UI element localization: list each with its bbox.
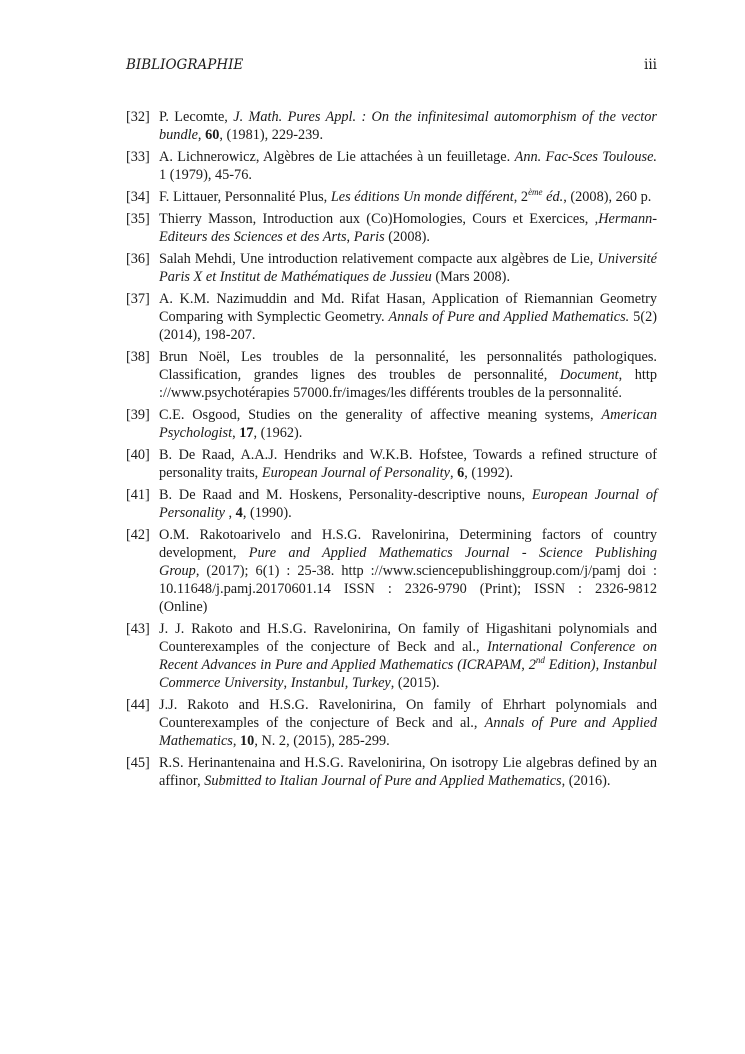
reference-number: [38] bbox=[126, 349, 150, 365]
chapter-title: BIBLIOGRAPHIE bbox=[126, 57, 244, 73]
reference-36 bbox=[126, 250, 657, 286]
reference-38 bbox=[126, 348, 657, 402]
reference-39 bbox=[126, 406, 657, 442]
reference-32 bbox=[126, 108, 657, 144]
reference-number: [33] bbox=[126, 149, 150, 165]
reference-number: [39] bbox=[126, 407, 150, 423]
reference-text: A. Lichnerowicz, Algèbres de Lie attachées à un feuilletage. Ann. Fac-Sces Toulouse. 1 (1979), 45-76. bbox=[159, 149, 657, 183]
reference-text: F. Littauer, Personnalité Plus, Les éditions Un monde différent, 2ème éd., (2008), 260 p. bbox=[159, 187, 652, 205]
reference-text: Brun Noël, Les troubles de la personnalité, les personnalités pathologiques. Classification, grandes lignes des troubles de personnalité, Document, http ://www.psychotérapies 57000.fr/images/les différents troubles de la personnalité. bbox=[159, 349, 657, 401]
reference-44 bbox=[126, 696, 657, 750]
reference-number: [32] bbox=[126, 109, 150, 125]
reference-43 bbox=[126, 620, 657, 692]
reference-text: R.S. Herinantenaina and H.S.G. Ravelonirina, On isotropy Lie algebras defined by an affinor, Submitted to Italian Journal of Pure and Applied Mathematics, (2016). bbox=[159, 755, 657, 789]
running-header bbox=[126, 56, 657, 74]
reference-41 bbox=[126, 486, 657, 522]
reference-37 bbox=[126, 290, 657, 344]
reference-number: [36] bbox=[126, 251, 150, 267]
reference-number: [40] bbox=[126, 447, 150, 463]
reference-number: [34] bbox=[126, 189, 150, 205]
reference-text: B. De Raad and M. Hoskens, Personality-descriptive nouns, European Journal of Personality , 4, (1990). bbox=[159, 487, 657, 521]
reference-number: [37] bbox=[126, 291, 150, 307]
reference-number: [35] bbox=[126, 211, 150, 227]
reference-45 bbox=[126, 754, 657, 790]
reference-text: C.E. Osgood, Studies on the generality of affective meaning systems, American Psychologist, 17, (1962). bbox=[159, 407, 657, 441]
reference-text: P. Lecomte, J. Math. Pures Appl. : On the infinitesimal automorphism of the vector bundle, 60, (1981), 229-239. bbox=[159, 109, 657, 143]
reference-number: [42] bbox=[126, 527, 150, 543]
reference-text: B. De Raad, A.A.J. Hendriks and W.K.B. Hofstee, Towards a refined structure of personality traits, European Journal of Personality, 6, (1992). bbox=[159, 447, 657, 481]
reference-35 bbox=[126, 210, 657, 246]
reference-34 bbox=[126, 188, 657, 206]
bibliography-list bbox=[126, 108, 657, 794]
reference-number: [45] bbox=[126, 755, 150, 771]
reference-33 bbox=[126, 148, 657, 184]
reference-number: [41] bbox=[126, 487, 150, 503]
reference-text: Salah Mehdi, Une introduction relativement compacte aux algèbres de Lie, Université Paris X et Institut de Mathématiques de Jussieu (Mars 2008). bbox=[159, 251, 657, 285]
reference-text: J. J. Rakoto and H.S.G. Ravelonirina, On family of Higashitani polynomials and Counterexamples of the conjecture of Beck and al., International Conference on Recent Advances in Pure and Applied Mathematics (ICRAPAM, 2nd Edition), Instanbul Commerce University, Instanbul, Turkey, (2015). bbox=[159, 621, 658, 691]
reference-number: [44] bbox=[126, 697, 150, 713]
reference-text: O.M. Rakotoarivelo and H.S.G. Ravelonirina, Determining factors of country development, Pure and Applied Mathematics Journal - Science Publishing Group, (2017); 6(1) : 25-38. http ://www.sciencepublishinggroup.com/j/pamj doi : 10.11648/j.pamj.20170601.14 ISSN : 2326-9790 (Print); ISSN : 2326-9812 (Online) bbox=[159, 527, 657, 615]
reference-42 bbox=[126, 526, 657, 616]
reference-number: [43] bbox=[126, 621, 150, 637]
reference-text: J.J. Rakoto and H.S.G. Ravelonirina, On family of Ehrhart polynomials and Counterexamples of the conjecture of Beck and al., Annals of Pure and Applied Mathematics, 10, N. 2, (2015), 285-299. bbox=[159, 697, 657, 749]
page-number: iii bbox=[644, 57, 657, 73]
reference-text: Thierry Masson, Introduction aux (Co)Homologies, Cours et Exercices, ,Hermann-Editeurs des Sciences et des Arts, Paris (2008). bbox=[159, 211, 657, 245]
reference-40 bbox=[126, 446, 657, 482]
reference-text: A. K.M. Nazimuddin and Md. Rifat Hasan, Application of Riemannian Geometry Comparing with Symplectic Geometry. Annals of Pure and Applied Mathematics. 5(2) (2014), 198-207. bbox=[159, 291, 657, 343]
